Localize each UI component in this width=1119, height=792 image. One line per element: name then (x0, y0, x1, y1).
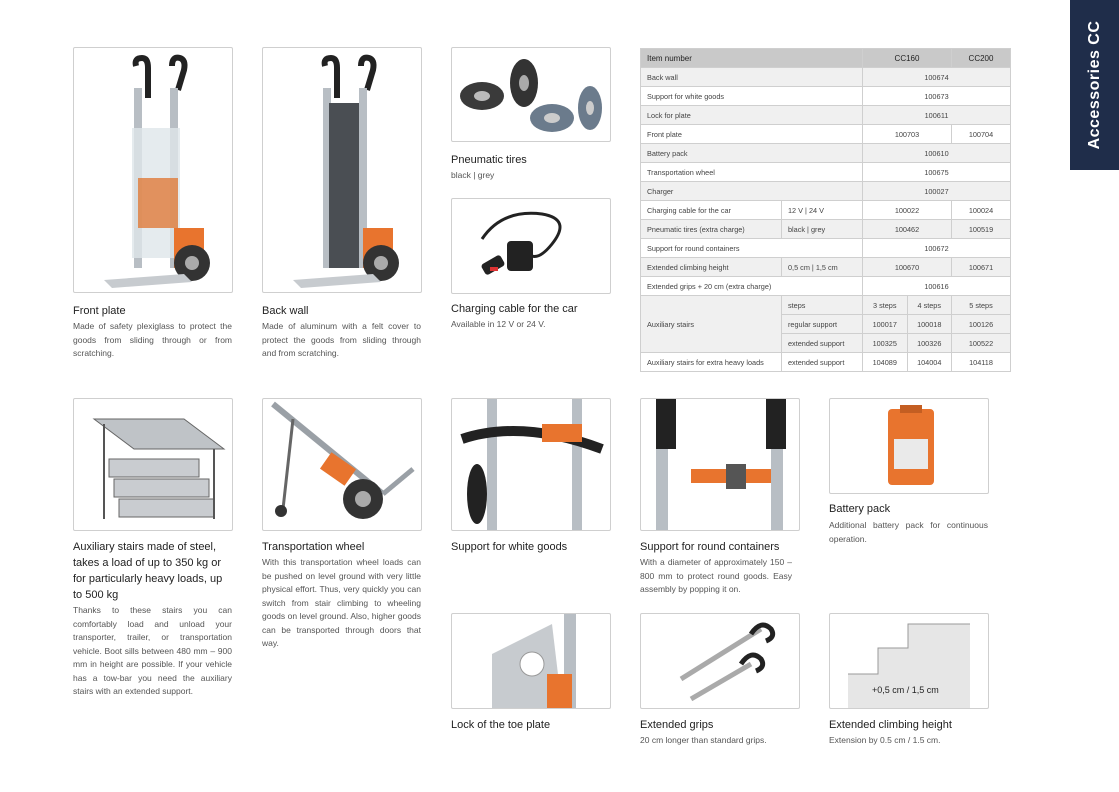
table-row: Extended grips + 20 cm (extra charge) 100616 (641, 277, 1011, 296)
support-round-containers-image (640, 398, 800, 531)
aux-stairs-image (73, 398, 233, 531)
charging-cable-title: Charging cable for the car (451, 303, 578, 315)
lock-toe-plate-title: Lock of the toe plate (451, 719, 551, 731)
battery-pack-title: Battery pack (829, 503, 891, 515)
section-tab-label: Accessories CC (1085, 20, 1103, 150)
table-row: extended support 100325 100326 100522 (641, 334, 1011, 353)
climbing-height-image (829, 613, 989, 709)
table-row: Auxiliary stairs for extra heavy loads extended support 104089 104004 104118 (641, 353, 1011, 372)
front-plate-text: Made of safety plexiglass to protect the goods from sliding through or from scratching. (73, 321, 232, 358)
transport-wheel-text: With this transportation wheel loads can be pushed on level ground with very little physical effort. Thus, very quickly you can switch from stair climbing to wheeling goods on level ground. Also, higher goods can be transported through doors that way. (262, 557, 421, 648)
table-row: Back wall 100674 (641, 68, 1011, 87)
extended-grips-text: 20 cm longer than standard grips. (640, 735, 767, 745)
table-row: Extended climbing height 0,5 cm | 1,5 cm 100670 100671 (641, 258, 1011, 277)
climbing-height-image-label: +0,5 cm / 1,5 cm (872, 685, 939, 695)
pneumatic-tires-text: black | grey (451, 170, 495, 180)
aux-stairs-title: Auxiliary stairs made of steel, takes a load of up to 350 kg or for particularly heavy loads, up to 500 kg (73, 541, 223, 601)
extended-grips-image (640, 613, 800, 709)
battery-pack-image (829, 398, 989, 494)
table-header-cc200: CC200 (952, 49, 1011, 68)
transport-wheel-title: Transportation wheel (262, 541, 365, 553)
pneumatic-tires-image (451, 47, 611, 142)
table-row: Front plate 100703 100704 (641, 125, 1011, 144)
transport-wheel-image (262, 398, 422, 531)
table-header-cc160: CC160 (863, 49, 952, 68)
table-row: regular support 100017 100018 100126 (641, 315, 1011, 334)
table-row: Lock for plate 100611 (641, 106, 1011, 125)
table-header-item: Item number (641, 49, 863, 68)
support-round-containers-text: With a diameter of approximately 150 – 800 mm to protect round goods. Easy assembly by popping it on. (640, 557, 792, 594)
table-row: Battery pack 100610 (641, 144, 1011, 163)
charging-cable-text: Available in 12 V or 24 V. (451, 319, 546, 329)
section-tab (1070, 0, 1119, 170)
charging-cable-image (451, 198, 611, 294)
item-number-table (640, 48, 1011, 372)
climbing-height-text: Extension by 0.5 cm / 1.5 cm. (829, 735, 941, 745)
front-plate-title: Front plate (73, 305, 126, 317)
back-wall-title: Back wall (262, 305, 309, 317)
table-row: Auxiliary stairs steps 3 steps 4 steps 5 steps (641, 296, 1011, 315)
pneumatic-tires-title: Pneumatic tires (451, 154, 527, 166)
support-round-containers-title: Support for round containers (640, 541, 780, 553)
table-row: Support for round containers 100672 (641, 239, 1011, 258)
aux-stairs-text: Thanks to these stairs you can comfortably load and unload your transporter, trailer, or transportation vehicle. Boot sills between 480 mm – 900 mm in height are possible. If your vehicle has a tow-bar you need the auxiliary stairs with an extended support. (73, 605, 232, 696)
support-white-goods-title: Support for white goods (451, 541, 568, 553)
back-wall-text: Made of aluminum with a felt cover to protect the goods from sliding through and from scratching. (262, 321, 421, 358)
lock-toe-plate-image (451, 613, 611, 709)
battery-pack-text: Additional battery pack for continuous operation. (829, 520, 988, 544)
table-row: Charging cable for the car 12 V | 24 V 100022 100024 (641, 201, 1011, 220)
climbing-height-title: Extended climbing height (829, 719, 952, 731)
front-plate-image (73, 47, 233, 293)
table-row: Charger 100027 (641, 182, 1011, 201)
back-wall-image (262, 47, 422, 293)
table-row: Support for white goods 100673 (641, 87, 1011, 106)
support-white-goods-image (451, 398, 611, 531)
extended-grips-title: Extended grips (640, 719, 714, 731)
table-row: Pneumatic tires (extra charge) black | grey 100462 100519 (641, 220, 1011, 239)
table-row: Transportation wheel 100675 (641, 163, 1011, 182)
